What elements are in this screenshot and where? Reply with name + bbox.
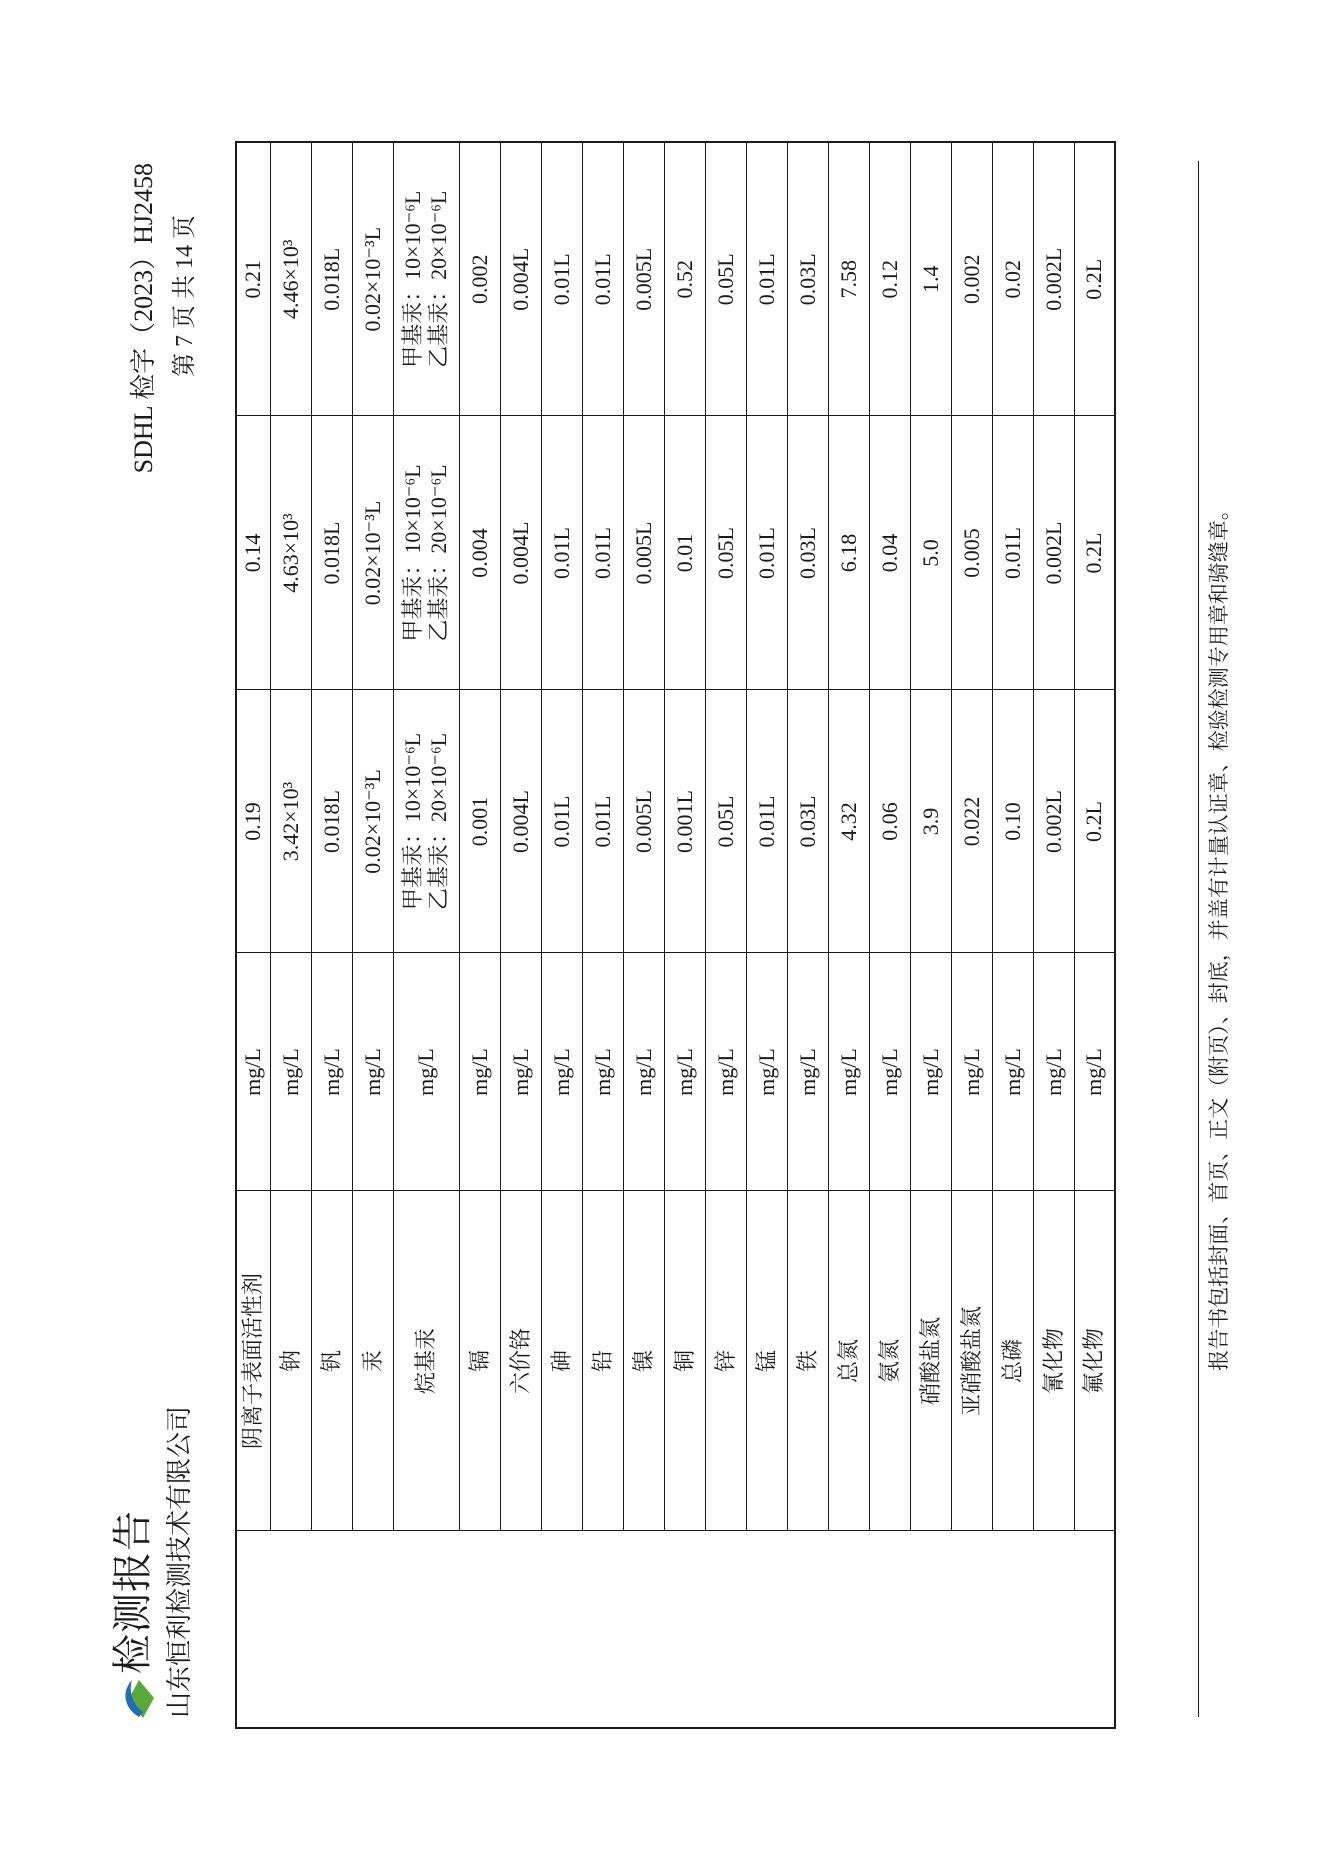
parameter-name: 锌	[705, 1191, 746, 1531]
parameter-name: 六价铬	[500, 1191, 541, 1531]
unit: mg/L	[1074, 953, 1115, 1191]
result-line: 乙基汞：20×10⁻⁶L	[426, 190, 451, 368]
table-row	[787, 142, 828, 1728]
result-value: 0.004L	[500, 142, 541, 416]
parameter-name: 锰	[746, 1191, 787, 1531]
parameter-name: 氰化物	[1033, 1191, 1074, 1531]
result-value: 0.018L	[311, 416, 352, 690]
unit: mg/L	[623, 953, 664, 1191]
result-value: 0.10	[992, 690, 1033, 953]
unit: mg/L	[236, 953, 270, 1191]
result-value: 6.18	[828, 416, 869, 690]
result-value: 0.004L	[500, 416, 541, 690]
parameter-name: 镍	[623, 1191, 664, 1531]
table-row	[582, 142, 623, 1728]
parameter-name: 氟化物	[1074, 1191, 1115, 1531]
table-row	[705, 142, 746, 1728]
result-value: 4.46×10³	[270, 142, 311, 416]
result-value: 0.01L	[541, 416, 582, 690]
result-value: 0.03L	[787, 142, 828, 416]
parameter-name: 亚硝酸盐氮	[951, 1191, 992, 1531]
unit: mg/L	[828, 953, 869, 1191]
result-value: 3.9	[910, 690, 951, 953]
parameter-name: 铅	[582, 1191, 623, 1531]
result-value: 0.01L	[746, 416, 787, 690]
result-value: 0.03L	[787, 416, 828, 690]
result-line: 乙基汞：20×10⁻⁶L	[426, 732, 451, 911]
report-title: 检测报告	[110, 1510, 156, 1674]
table-row	[828, 142, 869, 1728]
report-logo	[110, 1510, 156, 1720]
result-value: 0.004	[459, 416, 500, 690]
results-table	[235, 141, 1116, 1729]
result-value: 0.002	[459, 142, 500, 416]
table-row	[459, 142, 500, 1728]
unit: mg/L	[1033, 953, 1074, 1191]
result-value: 0.01	[664, 416, 705, 690]
unit: mg/L	[352, 953, 393, 1191]
page-number: 第 7 页 共 14 页	[172, 215, 198, 377]
group-cell	[236, 1531, 1115, 1728]
table-row	[1074, 142, 1115, 1728]
unit: mg/L	[992, 953, 1033, 1191]
footer-note: 报告书包括封面、首页、正文（附页）、封底，并盖有计量认证章、检验检测专用章和骑缝章。	[1207, 499, 1231, 1371]
result-value: 4.63×10³	[270, 416, 311, 690]
result-line: 乙基汞：20×10⁻⁶L	[426, 464, 451, 642]
parameter-name: 镉	[459, 1191, 500, 1531]
result-value: 0.21	[236, 142, 270, 416]
unit: mg/L	[582, 953, 623, 1191]
result-value: 0.002L	[1033, 690, 1074, 953]
result-value: 0.01L	[541, 690, 582, 953]
table-row	[500, 142, 541, 1728]
result-value: 0.001L	[664, 690, 705, 953]
result-value	[393, 142, 459, 416]
result-value: 0.01L	[582, 690, 623, 953]
result-value: 0.06	[869, 690, 910, 953]
unit: mg/L	[500, 953, 541, 1191]
table-row	[393, 142, 459, 1728]
result-value: 1.4	[910, 142, 951, 416]
table-row	[992, 142, 1033, 1728]
unit: mg/L	[459, 953, 500, 1191]
result-line: 甲基汞：10×10⁻⁶L	[400, 190, 425, 368]
unit: mg/L	[869, 953, 910, 1191]
unit: mg/L	[270, 953, 311, 1191]
result-value: 0.002	[951, 142, 992, 416]
table-row	[311, 142, 352, 1728]
table-row	[623, 142, 664, 1728]
company-name: 山东恒利检测技术有限公司	[165, 1405, 194, 1718]
report-number: SDHL 检字（2023）HJ2458	[129, 163, 158, 474]
result-value: 0.02×10⁻³L	[352, 690, 393, 953]
result-value: 0.01L	[746, 142, 787, 416]
parameter-name: 汞	[352, 1191, 393, 1531]
result-line: 甲基汞：10×10⁻⁶L	[400, 464, 425, 642]
table-row	[236, 142, 270, 1728]
result-value: 0.005L	[623, 690, 664, 953]
table-row	[541, 142, 582, 1728]
parameter-name: 阴离子表面活性剂	[236, 1191, 270, 1531]
result-value: 0.2L	[1074, 690, 1115, 953]
result-value: 0.05L	[705, 690, 746, 953]
result-value: 0.005	[951, 416, 992, 690]
footer-divider	[1198, 161, 1199, 1717]
result-value: 0.018L	[311, 690, 352, 953]
unit: mg/L	[705, 953, 746, 1191]
result-value: 0.018L	[311, 142, 352, 416]
table-row	[746, 142, 787, 1728]
parameter-name: 硝酸盐氮	[910, 1191, 951, 1531]
unit: mg/L	[910, 953, 951, 1191]
result-value: 0.19	[236, 690, 270, 953]
table-row	[664, 142, 705, 1728]
parameter-name: 烷基汞	[393, 1191, 459, 1531]
unit: mg/L	[951, 953, 992, 1191]
result-value: 0.02×10⁻³L	[352, 416, 393, 690]
unit: mg/L	[393, 953, 459, 1191]
table-row	[910, 142, 951, 1728]
result-value: 0.02	[992, 142, 1033, 416]
result-value: 0.14	[236, 416, 270, 690]
table-row	[270, 142, 311, 1728]
result-value: 0.01L	[582, 142, 623, 416]
result-value: 0.02×10⁻³L	[352, 142, 393, 416]
result-value: 0.005L	[623, 142, 664, 416]
result-line: 甲基汞：10×10⁻⁶L	[400, 732, 425, 911]
result-value: 0.002L	[1033, 416, 1074, 690]
result-value: 0.03L	[787, 690, 828, 953]
parameter-name: 总磷	[992, 1191, 1033, 1531]
result-value: 4.32	[828, 690, 869, 953]
result-value: 0.002L	[1033, 142, 1074, 416]
result-value	[393, 690, 459, 953]
result-value: 0.004L	[500, 690, 541, 953]
unit: mg/L	[311, 953, 352, 1191]
unit: mg/L	[664, 953, 705, 1191]
result-value: 0.05L	[705, 142, 746, 416]
result-value: 0.01L	[582, 416, 623, 690]
parameter-name: 钠	[270, 1191, 311, 1531]
result-value: 0.52	[664, 142, 705, 416]
parameter-name: 氨氮	[869, 1191, 910, 1531]
parameter-name: 砷	[541, 1191, 582, 1531]
table-row	[869, 142, 910, 1728]
result-value: 0.01L	[992, 416, 1033, 690]
result-value: 0.2L	[1074, 142, 1115, 416]
result-value: 0.01L	[746, 690, 787, 953]
result-value: 0.005L	[623, 416, 664, 690]
table-row	[352, 142, 393, 1728]
unit: mg/L	[787, 953, 828, 1191]
unit: mg/L	[746, 953, 787, 1191]
result-value: 0.04	[869, 416, 910, 690]
result-value: 0.01L	[541, 142, 582, 416]
result-value	[393, 416, 459, 690]
parameter-name: 铜	[664, 1191, 705, 1531]
result-value: 0.022	[951, 690, 992, 953]
result-value: 0.05L	[705, 416, 746, 690]
unit: mg/L	[541, 953, 582, 1191]
result-value: 7.58	[828, 142, 869, 416]
parameter-name: 钒	[311, 1191, 352, 1531]
table-row	[1033, 142, 1074, 1728]
parameter-name: 总氮	[828, 1191, 869, 1531]
result-value: 0.001	[459, 690, 500, 953]
parameter-name: 铁	[787, 1191, 828, 1531]
logo-icon	[118, 1678, 156, 1720]
result-value: 5.0	[910, 416, 951, 690]
table-row	[951, 142, 992, 1728]
result-value: 0.12	[869, 142, 910, 416]
result-value: 0.2L	[1074, 416, 1115, 690]
result-value: 3.42×10³	[270, 690, 311, 953]
